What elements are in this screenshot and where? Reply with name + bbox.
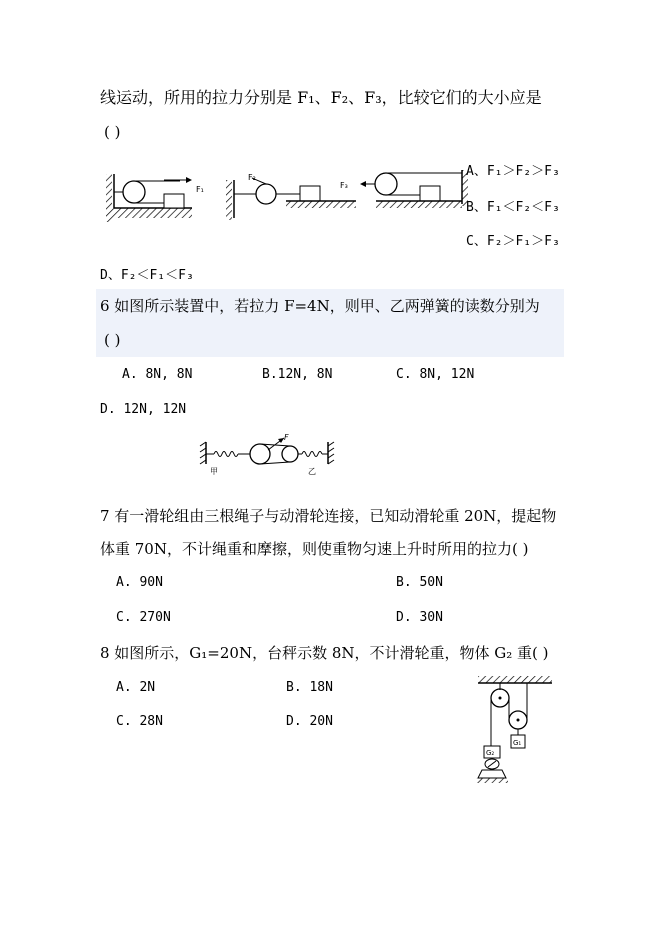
q8-pulley-figure — [470, 670, 560, 785]
pulley-3 — [375, 173, 397, 195]
q7-option-a: A. 90N — [116, 575, 163, 590]
ceiling-hatch — [478, 676, 552, 683]
label-g2: G₂ — [486, 749, 495, 757]
platform-scale — [478, 770, 506, 778]
q6-spring-pulley-figure — [198, 430, 338, 475]
q5-answer-paren: ( ) — [104, 123, 121, 141]
label-jia: 甲 — [210, 467, 218, 475]
q7-stem-line2: 体重 70N，不计绳重和摩擦，则使重物匀速上升时所用的拉力( ) — [100, 540, 529, 558]
pulley-2 — [256, 184, 276, 204]
label-f3: F₃ — [340, 181, 348, 190]
q7-stem-line1: 7 有一滑轮组由三根绳子与动滑轮连接，已知动滑轮重 20N，提起物 — [100, 507, 557, 525]
label-force: F — [284, 433, 289, 442]
q8-option-d: D. 20N — [286, 714, 333, 729]
q6-option-d: D. 12N, 12N — [100, 402, 187, 417]
floor-hatch — [376, 201, 462, 208]
wall-hatch — [106, 174, 112, 222]
q5-option-b: B、F₁＜F₂＜F₃ — [466, 200, 560, 215]
q6-option-b: B.12N, 8N — [262, 367, 333, 382]
q8-stem: 8 如图所示，G₁=20N，台秤示数 8N，不计滑轮重，物体 G₂ 重( ) — [100, 644, 549, 662]
q7-option-c: C. 270N — [116, 610, 171, 625]
pulley-right — [282, 446, 298, 462]
floor-hatch — [286, 201, 356, 208]
q5-option-c: C、F₂＞F₁＞F₃ — [466, 234, 560, 249]
pulley-1 — [123, 181, 145, 203]
spring-left — [214, 452, 238, 457]
q6-option-a: A. 8N, 8N — [122, 367, 193, 382]
label-f1: F₁ — [196, 185, 204, 194]
wall-hatch — [226, 180, 232, 220]
label-g1: G₁ — [513, 739, 522, 747]
spring-right — [302, 452, 322, 457]
q5-pulley-figure — [100, 158, 470, 228]
arrow-3 — [360, 181, 366, 187]
q5-stem-line: 线运动，所用的拉力分别是 F₁、F₂、F₃，比较它们的大小应是 — [100, 88, 542, 107]
block-3 — [420, 186, 440, 201]
label-f2: F₂ — [248, 173, 256, 182]
q8-option-c: C. 28N — [116, 714, 163, 729]
q5-option-a: A、F₁＞F₂＞F₃ — [466, 164, 560, 179]
label-yi: 乙 — [308, 467, 316, 475]
pulley-left — [250, 444, 270, 464]
q8-option-b: B. 18N — [286, 680, 333, 695]
q8-option-a: A. 2N — [116, 680, 156, 695]
q5-option-d: D、F₂＜F₁＜F₃ — [100, 268, 194, 283]
q7-option-d: D. 30N — [396, 610, 443, 625]
floor-hatch — [112, 208, 192, 218]
q6-option-c: C. 8N, 12N — [396, 367, 475, 382]
q6-answer-paren: ( ) — [104, 331, 121, 349]
q6-stem: 6 如图所示装置中，若拉力 F=4N，则甲、乙两弹簧的读数分别为 — [100, 297, 540, 315]
floor-hatch — [476, 778, 508, 783]
q7-option-b: B. 50N — [396, 575, 443, 590]
block-2 — [300, 186, 320, 201]
arrow-1 — [186, 177, 192, 183]
block-1 — [164, 194, 184, 208]
